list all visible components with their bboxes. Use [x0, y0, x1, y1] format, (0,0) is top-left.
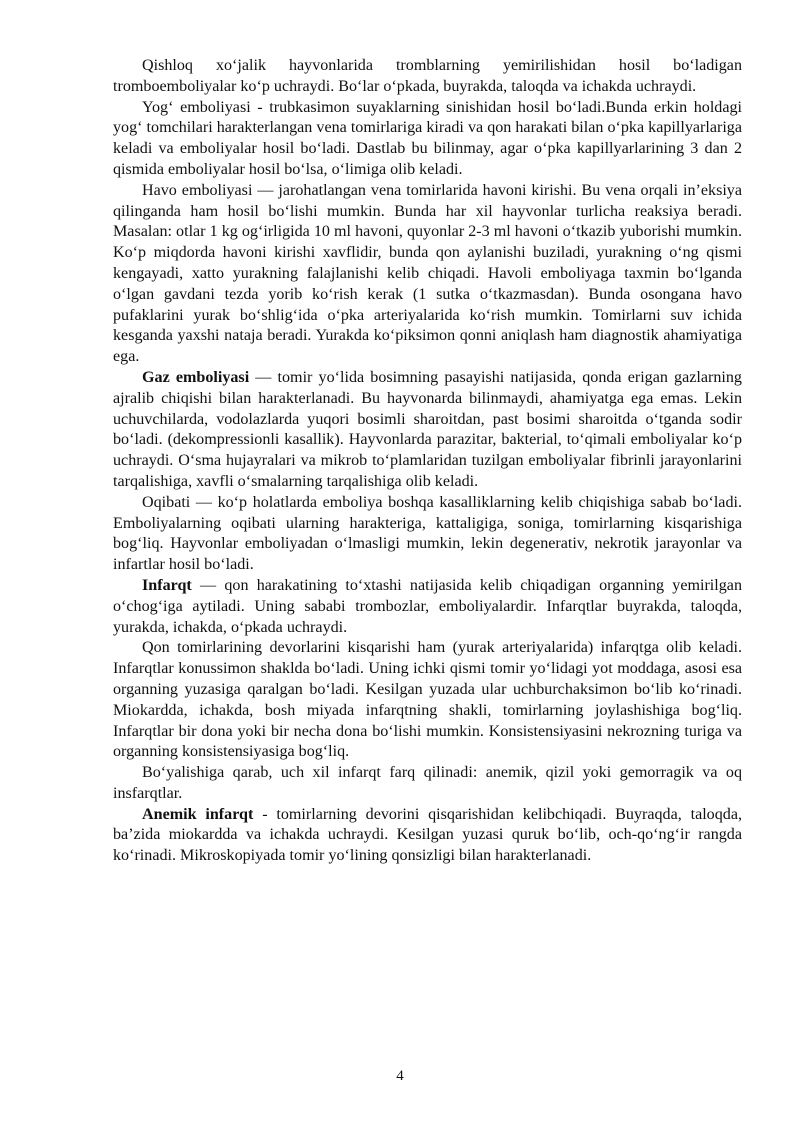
term-heading: Gaz emboliyasi: [142, 368, 250, 386]
paragraph-text: Qon tomirlarining devorlarini kisqarishi ham (yurak arteriyalarida) infarqtga olib keladi. Infarqtlar konussimon shaklda bo‘ladi. Uning ichki qismi tomir yo‘lidagi yot moddaga, asosi esa organning yuzasiga qaralgan bo‘ladi. Kesilgan yuzada ular uchburchaksimon bo‘lib ko‘rinadi. Miokardda, ichakda, bosh miyada infarqtning shakli, tomirlarning joylashishiga bog‘liq. Infarqtlar bir dona yoki bir necha dona bo‘lishi mumkin. Konsistensiyasini nekrozning turiga va organning konsistensiyasiga bog‘liq.: [113, 639, 742, 761]
paragraph-boyalishi: [113, 763, 742, 805]
paragraph-text: Havo emboliyasi — jarohatlangan vena tomirlarida havoni kirishi. Bu vena orqali in’eksiya qilinganda ham hosil bo‘lishi mumkin. Bunda har xil hayvonlar turlicha reaksiya beradi. Masalan: otlar 1 kg og‘irligida 10 ml havoni, quyonlar 2-3 ml havoni o‘tkazib yuborishi mumkin. Ko‘p miqdorda havoni kirishi xavflidir, bunda qon aylanishi buziladi, yurakning o‘ng qismi kengayadi, xatto yurakning falajlanishi kelib chiqadi. Havoli emboliyaga taxmin bo‘lganda o‘lgan gavdani tezda yorib ko‘rish kerak (1 sutka o‘tkazmasdan). Bunda osongana havo pufaklarini yurak bo‘shlig‘ida o‘pka arteriyalarida ko‘rish mumkin. Tomirlarni suv ichida kesganda yaxshi nataja beradi. Yurakda ko‘piksimon qonni aniqlash ham diagnostik ahamiyatiga ega.: [113, 181, 742, 366]
document-page: [113, 56, 742, 867]
paragraph-qon-tomirlari: [113, 638, 742, 763]
paragraph-text: Bo‘yalishiga qarab, uch xil infarqt farq qilinadi: anemik, qizil yoki gemorragik va oq insfarqtlar.: [113, 764, 742, 802]
paragraph-text: - tomirlarning devorini qisqarishidan kelibchiqadi. Buyraqda, taloqda, ba’zida miokardda va ichakda uchraydi. Kesilgan yuzasi quruk bo‘lib, och-qo‘ng‘ir rangda ko‘rinadi. Mikroskopiyada tomir yo‘lining qonsizligi bilan harakterlanadi.: [113, 805, 742, 865]
term-heading: Anemik infarqt: [142, 805, 254, 823]
term-heading: Infarqt: [142, 576, 192, 594]
paragraph-text: Yog‘ emboliyasi - trubkasimon suyaklarning sinishidan hosil bo‘ladi.Bunda erkin holdagi yog‘ tomchilari harakterlangan vena tomirlariga kiradi va qon harakati bilan o‘pka kapillyarlariga keladi va emboliyalar hosil bo‘ladi. Dastlab bu bilinmay, agar o‘pka kapillyarlarining 3 dan 2 qismida emboliyalar hosil bo‘lsa, o‘limiga olib keladi.: [113, 98, 742, 178]
paragraph-tromboemboliya: [113, 56, 742, 98]
paragraph-text: — tomir yo‘lida bosimning pasayishi natijasida, qonda erigan gazlarning ajralib chiqishi bilan harakterlanadi. Bu hayvonarda bilinmaydi, ahamiyatga ega emas. Lekin uchuvchilarda, vodolazlarda yuqori bosimli sharoitdan, past bosimi sharoitda o‘tganda sodir bo‘ladi. (dekompressionli kasallik). Hayvonlarda parazitar, bakterial, to‘qimali emboliyalar ko‘p uchraydi. O‘sma hujayralari va mikrob to‘plamlaridan tuzilgan emboliyalar fibrinli jarayonlarini tarqalishiga, xavfli o‘smalarning tarqalishiga olib keladi.: [113, 368, 742, 490]
paragraph-anemik-infarqt: [113, 805, 742, 867]
paragraph-text: Qishloq xo‘jalik hayvonlarida tromblarning yemirilishidan hosil bo‘ladigan tromboemboliyalar ko‘p uchraydi. Bo‘lar o‘pkada, buyrakda, taloqda va ichakda uchraydi.: [113, 57, 742, 95]
paragraph-gaz-emboliyasi: [113, 368, 742, 493]
paragraph-havo-emboliyasi: [113, 181, 742, 368]
paragraph-infarqt: [113, 576, 742, 638]
paragraph-yog-emboliyasi: [113, 98, 742, 181]
paragraph-text: Oqibati — ko‘p holatlarda emboliya boshqa kasalliklarning kelib chiqishiga sabab bo‘ladi. Emboliyalarning oqibati ularning harakteriga, kattaligiga, soniga, tomirlarning kisqarishiga bog‘liq. Hayvonlar emboliyadan o‘lmasligi mumkin, lekin degenerativ, nekrotik jarayonlar va infartlar hosil bo‘ladi.: [113, 493, 742, 574]
page-number: 4: [396, 1068, 404, 1084]
paragraph-text: — qon harakatining to‘xtashi natijasida kelib chiqadigan organning yemirilgan o‘chog‘iga aytiladi. Uning sababi trombozlar, emboliyalardir. Infarqtlar buyrakda, taloqda, yurakda, ichakda, o‘pkada uchraydi.: [113, 576, 742, 636]
paragraph-oqibati: [113, 493, 742, 576]
